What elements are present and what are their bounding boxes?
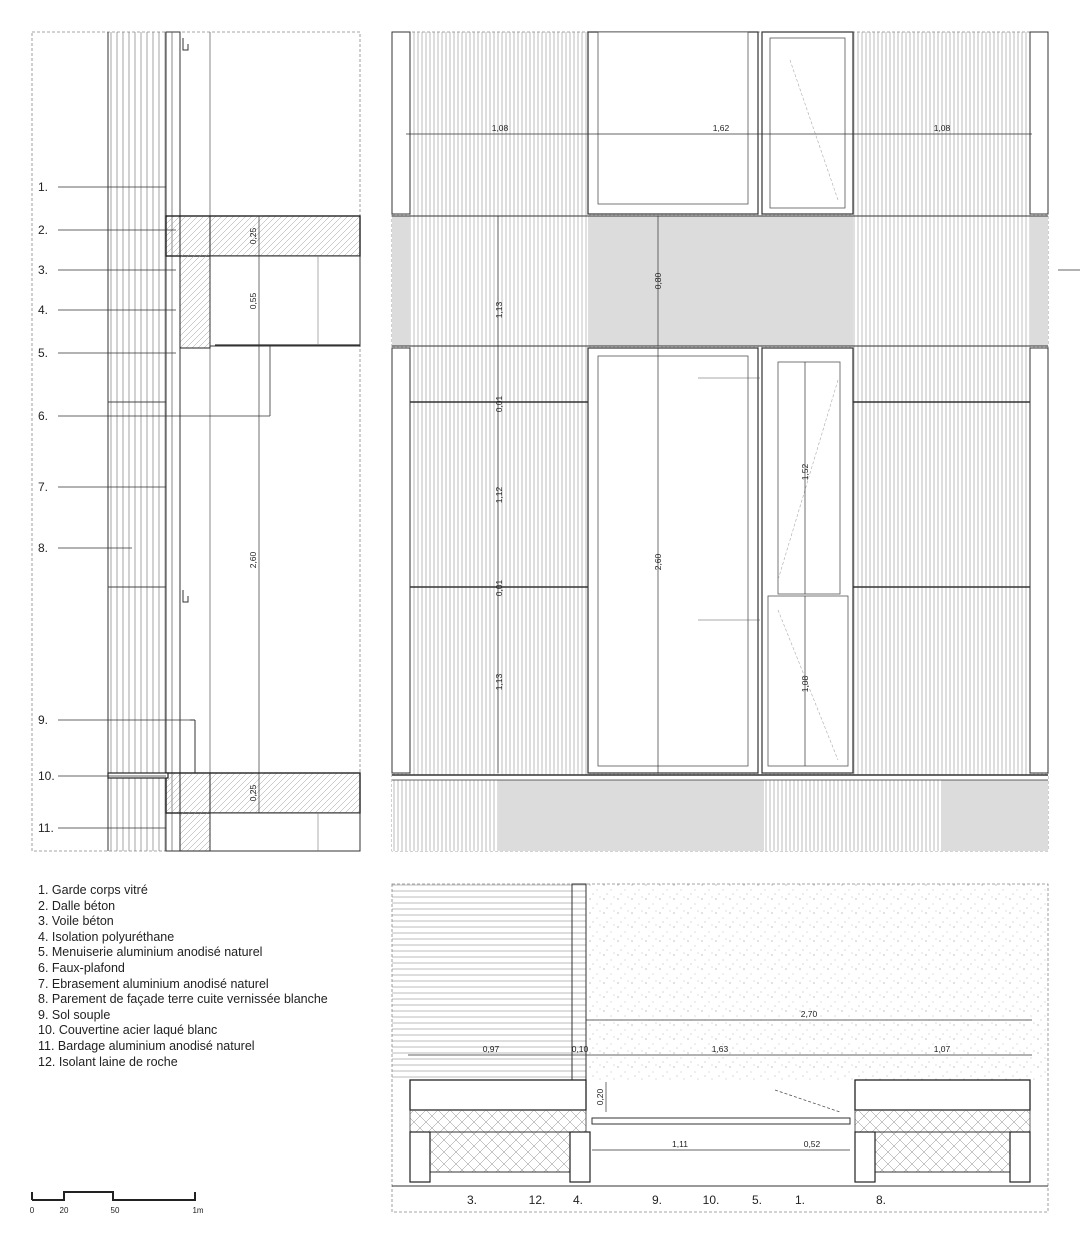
legend-item: 3. Voile béton <box>38 914 114 929</box>
elevation-vertical-dimension: 1,13 <box>494 301 504 319</box>
elevation-top-dimension: 1,08 <box>933 123 951 133</box>
plan-row-dimension: 1,63 <box>711 1044 729 1054</box>
plan-small-dimension: 0,52 <box>803 1139 821 1149</box>
plan-small-dimension: 0,20 <box>595 1088 605 1106</box>
plan-callout-label: 9. <box>651 1193 663 1207</box>
section-dimension: 0,55 <box>248 292 258 310</box>
wall-section-drawing <box>32 32 360 851</box>
section-dimension: 0,25 <box>248 784 258 802</box>
elevation-vertical-dimension: 0,01 <box>494 579 504 597</box>
legend-item: 11. Bardage aluminium anodisé naturel <box>38 1038 255 1053</box>
legend-item: 7. Ebrasement aluminium anodisé naturel <box>38 976 269 991</box>
facade-elevation-drawing <box>392 32 1080 851</box>
plan-callout-label: 5. <box>751 1193 763 1207</box>
scale-tick-label: 20 <box>59 1206 69 1215</box>
section-callout-label: 2. <box>38 223 49 237</box>
section-callout-label: 1. <box>38 180 49 194</box>
section-callout-label: 3. <box>38 263 49 277</box>
plan-callout-label: 4. <box>572 1193 584 1207</box>
plan-callout-label: 12. <box>528 1193 546 1207</box>
plan-row-dimension: 1,07 <box>933 1044 951 1054</box>
door-dimension: 2,60 <box>653 553 663 571</box>
legend-item: 10. Couvertine acier laqué blanc <box>38 1023 218 1038</box>
section-callout-label: 8. <box>38 541 49 555</box>
section-callout-label: 4. <box>38 303 49 317</box>
upper-beam <box>180 216 210 348</box>
plan-callout-label: 8. <box>875 1193 887 1207</box>
section-dimension: 0,25 <box>248 227 258 245</box>
section-callout-label: 11. <box>38 821 54 835</box>
plan-callout-label: 3. <box>466 1193 478 1207</box>
plan-callout-label: 1. <box>794 1193 806 1207</box>
legend-item: 8. Parement de façade terre cuite vernissée blanche <box>38 992 328 1007</box>
section-dimension: 2,60 <box>248 551 258 569</box>
scale-tick-label: 1m <box>192 1206 204 1215</box>
section-frame <box>32 32 360 851</box>
elevation-top-dimension: 1,08 <box>491 123 509 133</box>
section-callout-label: 10. <box>38 769 55 783</box>
elevation-vertical-dimension: 1,13 <box>494 673 504 691</box>
legend-item: 6. Faux-plafond <box>38 960 125 975</box>
scale-bar <box>30 1192 204 1215</box>
concrete-spandrel <box>588 216 853 346</box>
plan-top-dimension: 2,70 <box>800 1009 818 1019</box>
scale-tick-label: 50 <box>110 1206 120 1215</box>
cladding-hatch <box>108 32 166 851</box>
section-callout-label: 7. <box>38 480 49 494</box>
legend-item: 12. Isolant laine de roche <box>38 1054 178 1069</box>
legend <box>38 883 328 1070</box>
window-dimension: 1,52 <box>800 463 810 481</box>
legend-item: 2. Dalle béton <box>38 898 116 913</box>
plan-callout-label: 10. <box>702 1193 720 1207</box>
section-callout-label: 5. <box>38 346 49 360</box>
legend-item: 9. Sol souple <box>38 1007 111 1022</box>
section-callout-label: 6. <box>38 409 49 423</box>
section-callout-label: 9. <box>38 713 49 727</box>
plan-small-dimension: 1,11 <box>672 1139 688 1149</box>
spandrel-dimension: 0,80 <box>653 272 663 290</box>
plan-interior <box>586 884 1048 1080</box>
scale-tick-label: 0 <box>29 1206 35 1215</box>
elevation-vertical-dimension: 1,12 <box>494 486 504 504</box>
elevation-top-dimension: 1,62 <box>712 123 730 133</box>
window-dimension: 1,08 <box>800 675 810 693</box>
plan-row-dimension: 0,97 <box>482 1044 500 1054</box>
elevation-vertical-dimension: 0,01 <box>494 395 504 413</box>
plan-row-dimension: 0,10 <box>571 1044 589 1054</box>
plan-callouts <box>467 1193 886 1207</box>
legend-item: 5. Menuiserie aluminium anodisé naturel <box>38 945 263 960</box>
plan-detail-drawing <box>392 884 1048 1212</box>
legend-item: 4. Isolation polyuréthane <box>38 929 175 944</box>
legend-item: 1. Garde corps vitré <box>38 883 148 897</box>
